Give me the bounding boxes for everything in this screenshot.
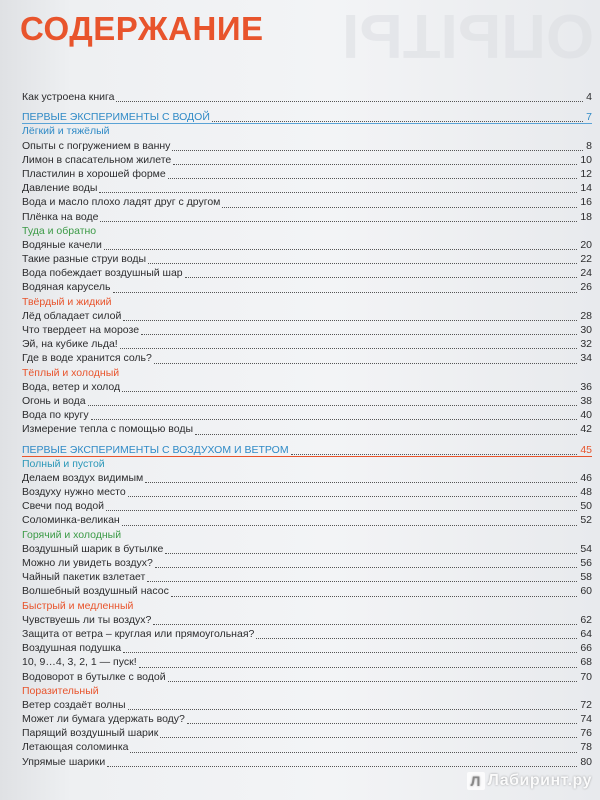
toc-entry [22, 485, 592, 499]
dot-leader [113, 292, 577, 293]
toc-page-number: 8 [586, 139, 592, 152]
toc-entry-title: Вода, ветер и холод [22, 380, 121, 393]
toc-entry [22, 755, 592, 769]
watermark [467, 772, 592, 790]
toc-page-number: 76 [580, 727, 592, 740]
toc-entry-title: Пластилин в хорошей форме [22, 167, 166, 180]
toc-entry-title: 10, 9…4, 3, 2, 1 — пуск! [22, 656, 137, 669]
toc-entry [22, 627, 592, 641]
toc-entry-title: Лёд обладает силой [22, 309, 122, 322]
dot-leader [122, 525, 577, 526]
toc-page-number: 64 [580, 627, 592, 640]
dot-leader [88, 405, 577, 406]
dot-leader [100, 221, 577, 222]
toc-entry-title: Защита от ветра – круглая или прямоугольная? [22, 627, 255, 640]
toc-entry [22, 323, 592, 337]
toc-entry [22, 584, 592, 598]
toc-entry-title: Может ли бумага удержать воду? [22, 713, 185, 726]
dot-leader [91, 419, 577, 420]
toc-entry [22, 266, 592, 280]
dot-leader [141, 334, 577, 335]
toc-page-number: 22 [580, 253, 592, 266]
dot-leader [154, 363, 577, 364]
toc-entry-title: Поразительный [22, 684, 99, 697]
toc-entry-title: ПЕРВЫЕ ЭКСПЕРИМЕНТЫ С ВОЗДУХОМ И ВЕТРОМ [22, 443, 289, 456]
toc-page-number: 20 [580, 238, 592, 251]
toc-entry [22, 181, 592, 195]
toc-entry [22, 309, 592, 323]
dot-leader [195, 434, 577, 435]
toc-entry [22, 670, 592, 684]
toc-entry [22, 726, 592, 740]
toc-entry [22, 380, 592, 394]
toc-page-number: 45 [580, 443, 592, 456]
toc-entry-title: Воздуху нужно место [22, 486, 126, 499]
toc-entry-title: Водяная карусель [22, 281, 111, 294]
toc-entry-title: Воздушная подушка [22, 642, 122, 655]
dot-leader [187, 723, 577, 724]
toc-section-heading [22, 295, 592, 309]
toc-page-number: 4 [586, 91, 592, 103]
toc-entry-title: Эй, на кубике льда! [22, 338, 118, 351]
toc-entry-title: Упрямые шарики [22, 755, 106, 768]
toc-entry [22, 499, 592, 513]
toc-entry-title: Твёрдый и жидкий [22, 295, 112, 308]
dot-leader [106, 510, 577, 511]
toc-page-number: 28 [580, 309, 592, 322]
toc-entry [22, 542, 592, 556]
toc-entry-title: Туда и обратно [22, 224, 97, 237]
toc-page-number: 70 [580, 670, 592, 683]
toc-entry-title: Водяные качели [22, 238, 102, 251]
toc-page-number: 26 [580, 281, 592, 294]
toc-page-number: 50 [580, 500, 592, 513]
dot-leader [172, 150, 583, 151]
toc-section-heading [22, 124, 592, 138]
toc-entry-title: Давление воды [22, 182, 98, 195]
dot-leader [256, 638, 577, 639]
dot-leader [116, 101, 583, 102]
toc-entry [22, 408, 592, 422]
toc-page-number: 72 [580, 698, 592, 711]
toc-entry-title: Чайный пакетик взлетает [22, 571, 146, 584]
toc-page-number: 80 [580, 755, 592, 768]
toc-entry-title: Опыты с погружением в ванну [22, 139, 171, 152]
toc-entry-title: Плёнка на воде [22, 210, 99, 223]
toc-page-number: 14 [580, 182, 592, 195]
toc-entry-title: Вода побеждает воздушный шар [22, 267, 183, 280]
dot-leader [173, 164, 577, 165]
dot-leader [99, 192, 577, 193]
toc-page-number: 10 [580, 153, 592, 166]
dot-leader [107, 766, 577, 767]
dot-leader [122, 391, 577, 392]
bleed-through-text: ОПЫТЫ [341, 1, 594, 70]
toc-entry-title: Лёгкий и тяжёлый [22, 125, 110, 138]
toc-entry [22, 153, 592, 167]
toc-page-number: 38 [580, 394, 592, 407]
toc-entry-title: Где в воде хранится соль? [22, 352, 152, 365]
toc-page-number: 68 [580, 656, 592, 669]
dot-leader [291, 454, 577, 455]
toc-entry-title: Огонь и вода [22, 394, 86, 407]
toc-page-number: 48 [580, 486, 592, 499]
toc-page-number: 78 [580, 741, 592, 754]
table-of-contents [22, 90, 592, 769]
toc-entry-title: Полный и пустой [22, 457, 105, 470]
toc-page-number: 66 [580, 642, 592, 655]
dot-leader [147, 581, 577, 582]
toc-entry-title: Такие разные струи воды [22, 253, 147, 266]
toc-page-number: 46 [580, 471, 592, 484]
toc-entry [22, 195, 592, 209]
toc-entry-title: Быстрый и медленный [22, 599, 134, 612]
watermark-text: Лабиринт.ру [487, 772, 592, 789]
toc-page-number: 58 [580, 571, 592, 584]
toc-entry [22, 712, 592, 726]
toc-entry [22, 167, 592, 181]
toc-entry-title: Вода и масло плохо ладят друг с другом [22, 196, 221, 209]
toc-page-number: 54 [580, 542, 592, 555]
toc-page-number: 30 [580, 324, 592, 336]
dot-leader [185, 277, 577, 278]
dot-leader [123, 320, 577, 321]
page-title: СОДЕРЖАНИЕ [20, 10, 264, 47]
dot-leader [104, 249, 577, 250]
toc-page-number: 16 [580, 196, 592, 209]
toc-page-number: 56 [580, 557, 592, 569]
toc-entry-title: Горячий и холодный [22, 528, 122, 541]
dot-leader [212, 121, 583, 122]
toc-entry [22, 351, 592, 365]
toc-page-number: 12 [580, 167, 592, 180]
toc-entry-title: Вода по кругу [22, 409, 89, 422]
dot-leader [148, 263, 577, 264]
toc-entry-title: Соломинка-великан [22, 514, 120, 527]
toc-entry-title: Свечи под водой [22, 500, 105, 513]
toc-part-heading [22, 443, 592, 457]
toc-page-number: 42 [580, 423, 592, 436]
toc-page-number: 62 [580, 613, 592, 626]
toc-page-number: 40 [580, 409, 592, 422]
dot-leader [128, 496, 577, 497]
dot-leader [168, 178, 577, 179]
toc-page-number: 24 [580, 267, 592, 280]
dot-leader [165, 553, 577, 554]
toc-entry [22, 556, 592, 570]
toc-entry [22, 698, 592, 712]
toc-entry-title: Ветер создаёт волны [22, 698, 126, 711]
labyrinth-logo-icon: Л [467, 772, 485, 790]
toc-entry-title: Водоворот в бутылке с водой [22, 670, 166, 683]
toc-entry-title: Воздушный шарик в бутылке [22, 542, 164, 555]
dot-leader [155, 567, 577, 568]
toc-entry [22, 252, 592, 266]
toc-entry [22, 210, 592, 224]
toc-entry-title: Можно ли увидеть воздух? [22, 557, 153, 569]
toc-entry [22, 655, 592, 669]
dot-leader [160, 737, 577, 738]
toc-entry-title: Волшебный воздушный насос [22, 585, 169, 598]
toc-page-number: 7 [586, 111, 592, 124]
toc-page-number: 52 [580, 514, 592, 527]
toc-entry [22, 740, 592, 754]
toc-entry-title: Как устроена книга [22, 91, 115, 103]
toc-entry [22, 471, 592, 485]
dot-leader [171, 596, 577, 597]
toc-entry [22, 570, 592, 584]
toc-section-heading [22, 457, 592, 471]
toc-entry [22, 613, 592, 627]
toc-page-number: 36 [580, 380, 592, 393]
toc-page-number: 34 [580, 352, 592, 365]
toc-section-heading [22, 599, 592, 613]
toc-entry [22, 337, 592, 351]
toc-page-number: 60 [580, 585, 592, 598]
dot-leader [222, 207, 577, 208]
toc-entry-title: Чувствуешь ли ты воздух? [22, 613, 152, 626]
dot-leader [145, 482, 577, 483]
toc-section-heading [22, 366, 592, 380]
toc-part-heading [22, 110, 592, 124]
toc-page-number: 74 [580, 713, 592, 726]
toc-entry-title: Делаем воздух видимым [22, 471, 144, 484]
toc-entry-title: Летающая соломинка [22, 741, 129, 754]
toc-entry [22, 90, 592, 104]
toc-entry [22, 641, 592, 655]
toc-entry [22, 394, 592, 408]
dot-leader [153, 624, 577, 625]
toc-entry-title: Что твердеет на морозе [22, 324, 140, 336]
toc-section-heading [22, 224, 592, 238]
toc-entry [22, 280, 592, 294]
toc-page-number: 18 [580, 210, 592, 223]
toc-section-heading [22, 528, 592, 542]
dot-leader [123, 652, 577, 653]
dot-leader [168, 681, 577, 682]
toc-entry [22, 238, 592, 252]
toc-entry [22, 139, 592, 153]
toc-entry-title: Лимон в спасательном жилете [22, 153, 172, 166]
toc-entry [22, 422, 592, 436]
dot-leader [128, 709, 577, 710]
toc-section-heading [22, 684, 592, 698]
toc-entry-title: ПЕРВЫЕ ЭКСПЕРИМЕНТЫ С ВОДОЙ [22, 111, 210, 124]
dot-leader [130, 752, 577, 753]
toc-entry-title: Парящий воздушный шарик [22, 727, 159, 740]
toc-page-number: 32 [580, 338, 592, 351]
toc-entry-title: Тёплый и холодный [22, 366, 120, 379]
toc-entry [22, 513, 592, 527]
toc-entry-title: Измерение тепла с помощью воды [22, 423, 194, 436]
dot-leader [120, 348, 577, 349]
dot-leader [139, 667, 577, 668]
